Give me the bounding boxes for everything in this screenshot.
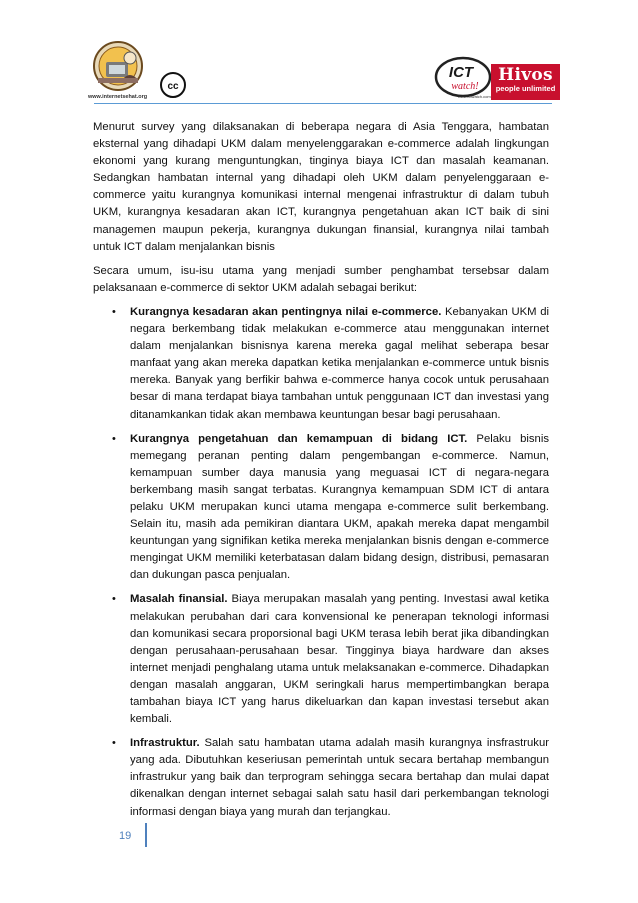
hivos-name: Hivos [498, 65, 553, 85]
bullet: • [112, 305, 116, 318]
list-item [93, 431, 549, 585]
issues-intro-paragraph: Secara umum, isu-isu utama yang menjadi sumber penghambat tersebsar dalam pelaksanaan e-commerce di sektor UKM adalah sebagai berikut: [93, 264, 549, 294]
page-header [88, 40, 560, 102]
list-item [93, 735, 549, 820]
issue-heading: Masalah finansial. [130, 593, 228, 606]
page-number: 19 [119, 830, 132, 842]
intro-paragraph: Menurut survey yang dilaksanakan di beberapa negara di Asia Tenggara, hambatan eksternal yang dihadapi UKM dalam menyelenggarakan e-commerce adalah lingkungan ekonomi yang kurang menguntungkan, tinginya biaya ICT dan masalah keamanan. Sedangkan hambatan internal yang dihadapi oleh UKM dalam penyelenggaraan e-commerce yaitu kurangnya komunikasi internal mengenai infrastruktur di dalam tubuh UKM, kurangnya kesadaran akan ICT, kurangnya pengetahuan akan ICT baik di sini managemen maupun pekerja, kurangnya dukungan finansial, kurangnya nilai tambah untuk ICT dalam menjalankan bisnis [93, 121, 549, 253]
hivos-tagline: people unlimited [495, 84, 556, 93]
creative-commons-icon [160, 72, 186, 98]
cc-label: cc [167, 81, 179, 92]
header-divider [94, 103, 552, 104]
hivos-logo [491, 64, 560, 100]
ict-logo-text: ICT [448, 64, 474, 81]
page-number-divider [145, 823, 147, 847]
issue-heading: Kurangnya pengetahuan dan kemampuan di bidang ICT. [130, 432, 468, 445]
page-body [93, 119, 549, 828]
issue-text: Biaya merupakan masalah yang penting. Investasi awal ketika melakukan perubahan dari cara konvensional ke penerapan teknologi informasi dan komunikasi secara proporsional bagi UKM terasa lebih berat jika dibandingkan dengan perusahaan-perusahaan besar. Tingginya biaya hardware dan akses internet menjadi penghalang utama untuk melaksanakan e-commerce. Dihadapkan dengan masalah anggaran, UKM seringkali harus mempertimbangkan berapa tambahan biaya ICT yang harus dikeluarkan dan kapan investasi tersebut akan kembali. [130, 593, 550, 726]
bullet: • [112, 737, 116, 750]
bullet: • [112, 593, 116, 606]
internet-sehat-logo [88, 40, 158, 102]
issue-text: Kebanyakan UKM di negara berkembang tidak melakukan e-commerce atau menggunakan internet dalam menjalankan bisnisnya karena mereka gagal melihat seberapa besar manfaat yang akan mereka dapatkan ketika menjalankan e-commerce untuk bisnis mereka. Banyak yang berfikir bahwa e-commerce hanya cocok untuk perusahaan besar di mana terdapat biaya tambahan untuk penggunaan ICT dan investasi yang ditanamkankan tidak akan membawa keuntungan besar bagi perusahaan. [130, 305, 549, 421]
bullet: • [112, 432, 116, 445]
issue-text: Pelaku bisnis memegang peranan penting dalam pengembangan e-commerce. Namun, kemampuan sumber daya manusia yang meguasai ICT di negara-negara berkembang masih sangat terbatas. Kurangnya kemampuan SDM ICT di antara pelaku UKM merupakan kunci utama mengapa e-commerce sulit berkembang. Selain itu, masih ada pemikiran diantara UKM, apakah mereka dapat mengambil keuntungan yang signifikan ketika mereka menjalankan bisnis dengan e-commerce mengingat UKM memiliki keterbatasan dalam bidang design, distribusi, pemasaran dan dukungan pasca penjualan. [130, 432, 549, 582]
list-item [93, 304, 549, 424]
internet-sehat-url: www.internetsehat.org [88, 94, 148, 100]
issue-heading: Kurangnya kesadaran akan pentingnya nilai e-commerce. [130, 305, 442, 318]
issues-list [93, 304, 549, 821]
issue-text: Salah satu hambatan utama adalah masih kurangnya insfrastrukur yang ada. Dibutuhkan keseriusan pemerintah untuk secara bertahap membangun infrastrukur yang baik dan terprogram sehingga secara bertahap dan mulai dapat dikenalkan dengan internet sebagai salah satu hasil dari perkembangan teknologi informasi dengan biaya yang murah dan terjangkau. [130, 737, 549, 818]
ict-watch-url: www.ictwatch.com [458, 94, 491, 99]
ict-logo-subtext: watch! [451, 81, 479, 92]
list-item [93, 591, 549, 728]
issue-heading: Infrastruktur. [130, 737, 200, 750]
